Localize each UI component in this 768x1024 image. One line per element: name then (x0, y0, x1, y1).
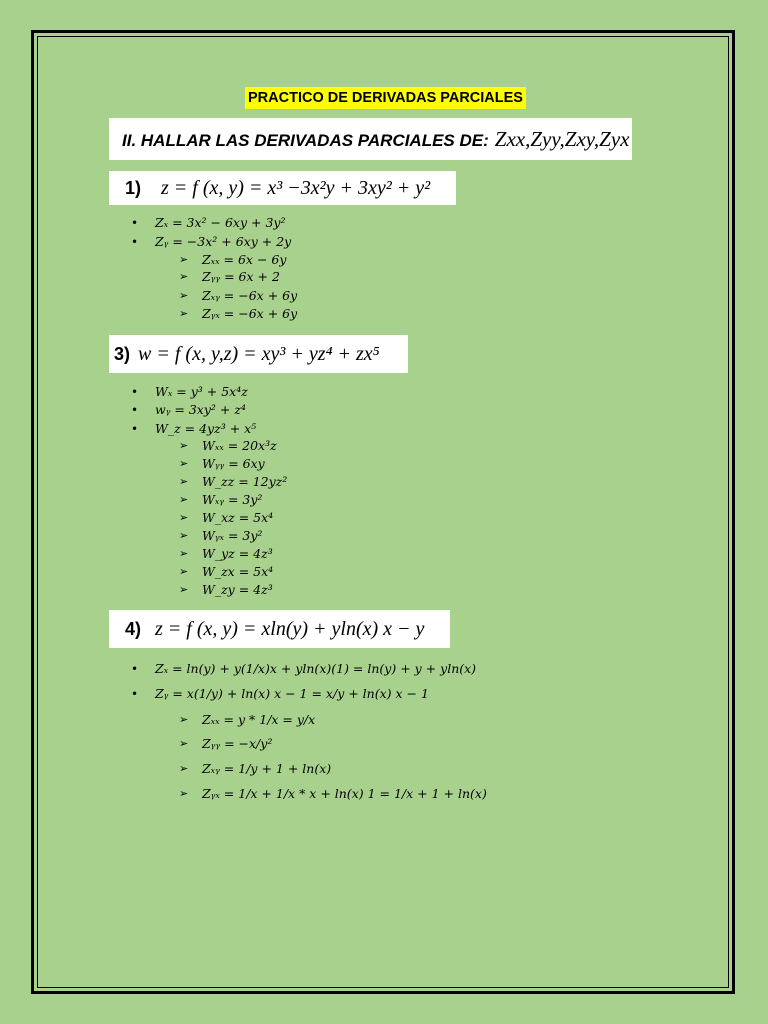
arrow-bullet-icon: ➢ (179, 713, 189, 726)
p4-second-derivative: Zᵧᵧ = −x/y² (202, 736, 273, 751)
p1-second-derivative: Zᵧᵧ = 6x + 2 (202, 269, 280, 284)
arrow-bullet-icon: ➢ (179, 737, 189, 750)
p3-second-derivative: W_zz = 12yz² (202, 474, 288, 489)
bullet-icon: • (131, 403, 139, 417)
arrow-bullet-icon: ➢ (179, 511, 189, 524)
p1-second-derivative: Zₓₓ = 6x − 6y (202, 252, 287, 267)
arrow-bullet-icon: ➢ (179, 787, 189, 800)
page-title: PRACTICO DE DERIVADAS PARCIALES (245, 87, 526, 109)
p1-second-derivative: Zᵧₓ = −6x + 6y (202, 306, 298, 321)
section-heading (109, 118, 632, 160)
problem-4-label: 4) (125, 619, 142, 639)
bullet-icon: • (131, 216, 139, 230)
p3-second-derivative: Wₓᵧ = 3y² (202, 492, 263, 507)
problem-4-box (109, 610, 450, 648)
bullet-icon: • (131, 687, 139, 701)
problem-4-formula: z = f (x, y) = xln(y) + yln(x) x − y (155, 618, 425, 640)
p3-second-derivative: W_zx = 5x⁴ (202, 564, 274, 579)
p3-first-derivative: wᵧ = 3xy² + z⁴ (155, 402, 246, 417)
p3-second-derivative: W_yz = 4z³ (202, 546, 273, 561)
problem-3-box (109, 335, 408, 373)
arrow-bullet-icon: ➢ (179, 565, 189, 578)
arrow-bullet-icon: ➢ (179, 289, 189, 302)
p4-second-derivative: Zₓᵧ = 1/y + 1 + ln(x) (202, 761, 332, 776)
problem-1-label: 1) (125, 178, 142, 198)
bullet-icon: • (131, 385, 139, 399)
heading-label: II. HALLAR LAS DERIVADAS PARCIALES DE: (122, 131, 489, 150)
p3-second-derivative: Wₓₓ = 20x³z (202, 438, 277, 453)
arrow-bullet-icon: ➢ (179, 439, 189, 452)
problem-3-formula: w = f (x, y,z) = xy³ + yz⁴ + zx⁵ (138, 343, 380, 365)
heading-formula: Zxx,Zyy,Zxy,Zyx (494, 127, 630, 151)
p3-first-derivative: W_z = 4yz³ + x⁵ (155, 421, 257, 436)
p3-first-derivative: Wₓ = y³ + 5x⁴z (155, 384, 248, 399)
bullet-icon: • (131, 662, 139, 676)
p3-second-derivative: Wᵧᵧ = 6xy (202, 456, 265, 471)
p1-second-derivative: Zₓᵧ = −6x + 6y (202, 288, 298, 303)
arrow-bullet-icon: ➢ (179, 547, 189, 560)
bullet-icon: • (131, 422, 139, 436)
arrow-bullet-icon: ➢ (179, 253, 189, 266)
p4-first-derivative: Zₓ = ln(y) + y(1/x)x + yln(x)(1) = ln(y) + y + yln(x) (155, 661, 477, 676)
p4-second-derivative: Zᵧₓ = 1/x + 1/x * x + ln(x) 1 = 1/x + 1 + ln(x) (202, 786, 487, 801)
p1-first-derivative: Zₓ = 3x² − 6xy + 3y² (155, 215, 286, 230)
arrow-bullet-icon: ➢ (179, 583, 189, 596)
problem-1-box (109, 171, 456, 205)
p3-second-derivative: W_xz = 5x⁴ (202, 510, 274, 525)
problem-1-formula: z = f (x, y) = x³ −3x²y + 3xy² + y² (161, 177, 431, 199)
arrow-bullet-icon: ➢ (179, 493, 189, 506)
problem-3-label: 3) (114, 344, 131, 364)
arrow-bullet-icon: ➢ (179, 475, 189, 488)
arrow-bullet-icon: ➢ (179, 270, 189, 283)
bullet-icon: • (131, 235, 139, 249)
p3-second-derivative: W_zy = 4z³ (202, 582, 273, 597)
arrow-bullet-icon: ➢ (179, 529, 189, 542)
arrow-bullet-icon: ➢ (179, 457, 189, 470)
p3-second-derivative: Wᵧₓ = 3y² (202, 528, 263, 543)
arrow-bullet-icon: ➢ (179, 762, 189, 775)
p1-first-derivative: Zᵧ = −3x² + 6xy + 2y (155, 234, 292, 249)
p4-second-derivative: Zₓₓ = y * 1/x = y/x (202, 712, 316, 727)
arrow-bullet-icon: ➢ (179, 307, 189, 320)
p4-first-derivative: Zᵧ = x(1/y) + ln(x) x − 1 = x/y + ln(x) x − 1 (155, 686, 429, 701)
